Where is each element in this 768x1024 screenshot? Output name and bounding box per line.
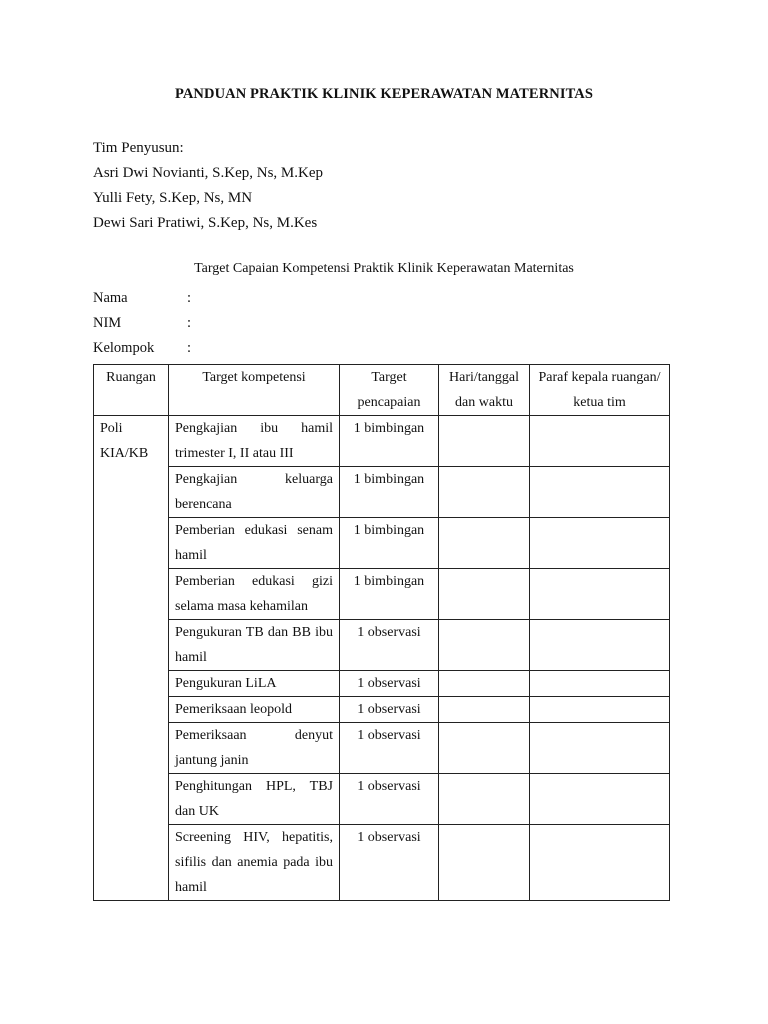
table-row [94,671,670,697]
team-label: Tim Penyusun: [93,140,184,156]
field-nim [93,311,197,336]
table-row [94,723,670,774]
cell-target-kompetensi: Pengukuran TB dan BB ibu hamil [169,620,340,671]
cell-hari-tanggal[interactable] [439,569,530,620]
cell-target-pencapaian: 1 observasi [340,774,439,825]
author-name: Yulli Fety, S.Kep, Ns, MN [93,190,253,206]
author-name: Asri Dwi Novianti, S.Kep, Ns, M.Kep [93,165,323,181]
field-label: Kelompok [93,340,155,356]
table-row [94,569,670,620]
cell-target-pencapaian: 1 observasi [340,620,439,671]
header-target-kompetensi: Target kompetensi [169,365,340,416]
field-label: NIM [93,315,122,331]
identity-fields [93,286,197,361]
cell-hari-tanggal[interactable] [439,620,530,671]
cell-hari-tanggal[interactable] [439,825,530,901]
cell-paraf[interactable] [530,569,670,620]
cell-hari-tanggal[interactable] [439,697,530,723]
cell-target-pencapaian: 1 observasi [340,825,439,901]
authors-block [93,136,323,236]
cell-hari-tanggal[interactable] [439,518,530,569]
cell-hari-tanggal[interactable] [439,774,530,825]
field-colon: : [187,290,192,306]
cell-ruangan: Poli KIA/KB [94,416,169,901]
table-row [94,825,670,901]
cell-target-pencapaian: 1 observasi [340,697,439,723]
table-row [94,697,670,723]
table-row [94,416,670,467]
cell-paraf[interactable] [530,774,670,825]
cell-target-kompetensi: Pemeriksaan leopold [169,697,340,723]
cell-target-kompetensi: Screening HIV, hepatitis, sifilis dan anemia pada ibu hamil [169,825,340,901]
author-name: Dewi Sari Pratiwi, S.Kep, Ns, M.Kes [93,215,318,231]
cell-paraf[interactable] [530,467,670,518]
cell-hari-tanggal[interactable] [439,467,530,518]
cell-paraf[interactable] [530,697,670,723]
cell-paraf[interactable] [530,416,670,467]
cell-paraf[interactable] [530,723,670,774]
table-header-row [94,365,670,416]
table-row [94,620,670,671]
cell-target-kompetensi: Pemberian edukasi senam hamil [169,518,340,569]
cell-paraf[interactable] [530,620,670,671]
field-label: Nama [93,290,128,306]
cell-target-pencapaian: 1 bimbingan [340,416,439,467]
header-ruangan: Ruangan [94,365,169,416]
page-title: PANDUAN PRAKTIK KLINIK KEPERAWATAN MATERNITAS [174,86,594,102]
cell-hari-tanggal[interactable] [439,723,530,774]
header-target-pencapaian: Target pencapaian [340,365,439,416]
cell-target-kompetensi: Pemeriksaan denyut jantung janin [169,723,340,774]
header-hari-tanggal: Hari/tanggal dan waktu [439,365,530,416]
cell-target-pencapaian: 1 bimbingan [340,467,439,518]
table-row [94,467,670,518]
table-row [94,774,670,825]
field-nama [93,286,197,311]
cell-target-kompetensi: Pemberian edukasi gizi selama masa kehamilan [169,569,340,620]
cell-paraf[interactable] [530,518,670,569]
cell-hari-tanggal[interactable] [439,671,530,697]
cell-paraf[interactable] [530,825,670,901]
header-paraf: Paraf kepala ruangan/ ketua tim [530,365,670,416]
cell-target-kompetensi: Pengkajian keluarga berencana [169,467,340,518]
cell-target-pencapaian: 1 observasi [340,671,439,697]
cell-target-pencapaian: 1 bimbingan [340,518,439,569]
cell-target-pencapaian: 1 observasi [340,723,439,774]
table-row [94,518,670,569]
cell-target-kompetensi: Pengukuran LiLA [169,671,340,697]
section-subtitle: Target Capaian Kompetensi Praktik Klinik Keperawatan Maternitas [194,261,574,276]
cell-target-kompetensi: Pengkajian ibu hamil trimester I, II atau III [169,416,340,467]
cell-hari-tanggal[interactable] [439,416,530,467]
cell-paraf[interactable] [530,671,670,697]
cell-target-pencapaian: 1 bimbingan [340,569,439,620]
cell-target-kompetensi: Penghitungan HPL, TBJ dan UK [169,774,340,825]
field-colon: : [187,315,192,331]
field-colon: : [187,340,192,356]
competency-table [93,364,670,901]
field-kelompok [93,336,197,361]
